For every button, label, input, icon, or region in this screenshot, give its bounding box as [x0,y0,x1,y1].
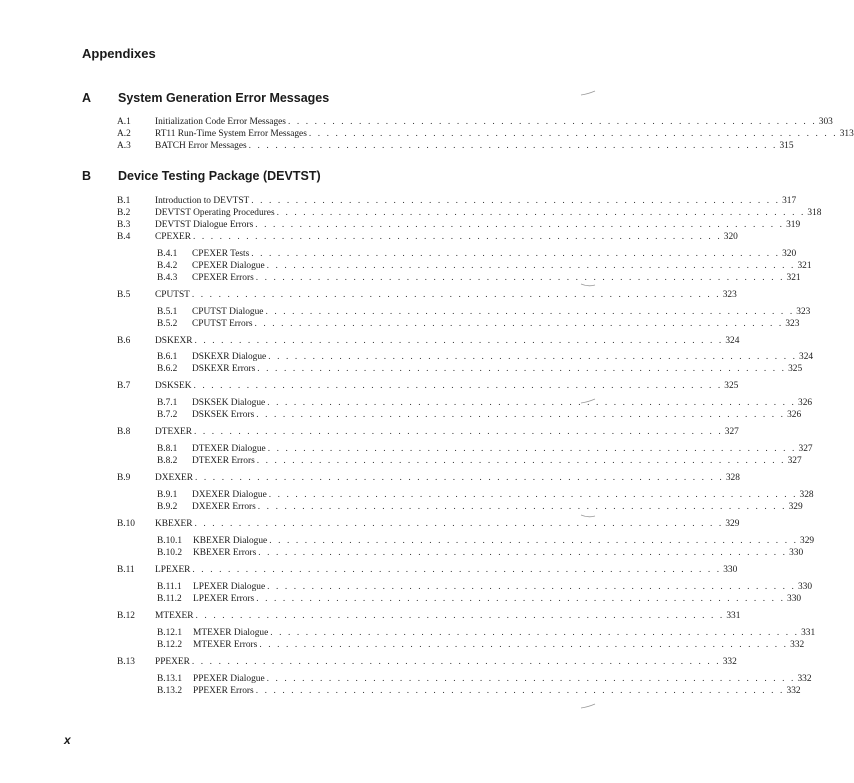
toc-entry-number: B.9.1 [157,490,178,500]
toc-entry [117,610,741,622]
toc-entry-title: Initialization Code Error Messages [155,117,286,127]
toc-entry-number: B.12 [117,611,135,621]
toc-entry-title: LPEXER [155,565,191,575]
margin-mark [580,398,596,404]
toc-entry [157,581,813,593]
leader-dots: . . . . . . . . . . . . . . . . . . . . . . . . . . . . . . . . . . . . . . . . . . . . . . . . . . . . . . . . . . . . [195,473,724,483]
leader-dots: . . . . . . . . . . . . . . . . . . . . . . . . . . . . . . . . . . . . . . . . . . . . . . . . . . . . . . . . . . . . [194,519,724,529]
toc-entry-title: CPEXER [155,232,191,242]
toc-entry [157,593,802,605]
toc-entry [117,140,794,152]
toc-entry [157,627,816,639]
toc-entry-page: 329 [788,502,803,512]
chapter-letter: A [82,91,92,105]
chapter-a-heading [82,91,329,105]
toc-entry-number: B.1 [117,196,131,206]
leader-dots: . . . . . . . . . . . . . . . . . . . . . . . . . . . . . . . . . . . . . . . . . . . . . . . . . . . . . . . . . . . . [266,674,796,684]
toc-entry [117,518,740,530]
toc-entry-title: DSKEXR Dialogue [192,352,267,362]
toc-entry [117,128,854,140]
leader-dots: . . . . . . . . . . . . . . . . . . . . . . . . . . . . . . . . . . . . . . . . . . . . . . . . . . . . . . . . . . . . [267,444,797,454]
toc-entry-title: KBEXER [155,519,193,529]
toc-entry-title: DEVTST Dialogue Errors [155,220,254,230]
toc-entry-number: B.6.2 [157,364,178,374]
toc-entry [157,409,802,421]
toc-entry-title: DSKEXR Errors [192,364,256,374]
toc-entry [157,397,813,409]
toc-entry-title: MTEXER Errors [193,640,258,650]
margin-mark [580,703,596,709]
toc-entry-page: 321 [797,261,812,271]
margin-mark [580,513,596,519]
chapter-b-heading [82,169,321,183]
leader-dots: . . . . . . . . . . . . . . . . . . . . . . . . . . . . . . . . . . . . . . . . . . . . . . . . . . . . . . . . . . . . [255,686,785,696]
toc-entry-page: 320 [782,249,797,259]
toc-entry-title: DSKSEK [155,381,192,391]
leader-dots: . . . . . . . . . . . . . . . . . . . . . . . . . . . . . . . . . . . . . . . . . . . . . . . . . . . . . . . . . . . . [192,565,722,575]
chapter-title: System Generation Error Messages [118,91,330,105]
toc-entry-page: 313 [839,129,854,139]
chapter-title: Device Testing Package (DEVTST) [118,169,321,183]
toc-entry-number: B.8 [117,427,131,437]
toc-entry [157,685,801,697]
toc-entry [157,673,812,685]
toc-entry-title: DSKEXR [155,336,193,346]
toc-entry-page: 323 [722,290,737,300]
toc-entry [117,116,833,128]
toc-entry-number: B.12.1 [157,628,183,638]
toc-entry-number: B.7.2 [157,410,178,420]
leader-dots: . . . . . . . . . . . . . . . . . . . . . . . . . . . . . . . . . . . . . . . . . . . . . . . . . . . . . . . . . . . . [268,352,798,362]
leader-dots: . . . . . . . . . . . . . . . . . . . . . . . . . . . . . . . . . . . . . . . . . . . . . . . . . . . . . . . . . . . . [265,307,795,317]
leader-dots: . . . . . . . . . . . . . . . . . . . . . . . . . . . . . . . . . . . . . . . . . . . . . . . . . . . . . . . . . . . . [248,141,778,151]
toc-entry-number: B.3 [117,220,131,230]
toc-entry [157,272,801,284]
toc-entry-number: B.2 [117,208,131,218]
toc-entry-title: KBEXER Dialogue [193,536,268,546]
toc-entry-page: 329 [725,519,740,529]
toc-entry-page: 325 [788,364,803,374]
toc-entry-page: 332 [797,674,812,684]
toc-entry-title: LPEXER Dialogue [193,582,266,592]
toc-entry-page: 331 [801,628,816,638]
leader-dots: . . . . . . . . . . . . . . . . . . . . . . . . . . . . . . . . . . . . . . . . . . . . . . . . . . . . . . . . . . . . [257,502,787,512]
leader-dots: . . . . . . . . . . . . . . . . . . . . . . . . . . . . . . . . . . . . . . . . . . . . . . . . . . . . . . . . . . . . [256,594,786,604]
leader-dots: . . . . . . . . . . . . . . . . . . . . . . . . . . . . . . . . . . . . . . . . . . . . . . . . . . . . . . . . . . . . [254,319,784,329]
toc-entry-title: DXEXER [155,473,194,483]
toc-entry-title: MTEXER Dialogue [193,628,269,638]
toc-entry [117,656,737,668]
leader-dots: . . . . . . . . . . . . . . . . . . . . . . . . . . . . . . . . . . . . . . . . . . . . . . . . . . . . . . . . . . . . [192,232,722,242]
toc-entry [157,501,803,513]
leader-dots: . . . . . . . . . . . . . . . . . . . . . . . . . . . . . . . . . . . . . . . . . . . . . . . . . . . . . . . . . . . . [270,628,800,638]
leader-dots: . . . . . . . . . . . . . . . . . . . . . . . . . . . . . . . . . . . . . . . . . . . . . . . . . . . . . . . . . . . . [255,273,785,283]
toc-entry [157,318,800,330]
toc-entry-number: B.13.2 [157,686,183,696]
leader-dots: . . . . . . . . . . . . . . . . . . . . . . . . . . . . . . . . . . . . . . . . . . . . . . . . . . . . . . . . . . . . [257,364,787,374]
leader-dots: . . . . . . . . . . . . . . . . . . . . . . . . . . . . . . . . . . . . . . . . . . . . . . . . . . . . . . . . . . . . [256,410,786,420]
toc-entry-page: 332 [786,686,801,696]
toc-entry-title: KBEXER Errors [193,548,257,558]
toc-entry-page: 320 [723,232,738,242]
leader-dots: . . . . . . . . . . . . . . . . . . . . . . . . . . . . . . . . . . . . . . . . . . . . . . . . . . . . . . . . . . . . [191,290,721,300]
toc-entry-page: 315 [779,141,794,151]
toc-entry-page: 330 [787,594,802,604]
toc-entry-page: 330 [797,582,813,592]
toc-entry-title: CPUTST Dialogue [192,307,264,317]
leader-dots: . . . . . . . . . . . . . . . . . . . . . . . . . . . . . . . . . . . . . . . . . . . . . . . . . . . . . . . . . . . . [276,208,806,218]
toc-entry [117,426,739,438]
toc-entry [117,289,737,301]
toc-entry [117,195,797,207]
toc-entry-page: 332 [790,640,805,650]
toc-entry-number: B.6.1 [157,352,178,362]
toc-entry [117,207,822,219]
leader-dots: . . . . . . . . . . . . . . . . . . . . . . . . . . . . . . . . . . . . . . . . . . . . . . . . . . . . . . . . . . . . [251,249,781,259]
toc-entry-number: A.1 [117,117,131,127]
toc-entry-title: PPEXER Errors [193,686,254,696]
toc-entry [157,306,811,318]
leader-dots: . . . . . . . . . . . . . . . . . . . . . . . . . . . . . . . . . . . . . . . . . . . . . . . . . . . . . . . . . . . . [256,456,786,466]
toc-entry-title: DSKSEK Dialogue [192,398,266,408]
toc-entry-page: 318 [807,208,822,218]
toc-entry-page: 327 [798,444,813,454]
leader-dots: . . . . . . . . . . . . . . . . . . . . . . . . . . . . . . . . . . . . . . . . . . . . . . . . . . . . . . . . . . . . [259,640,789,650]
leader-dots: . . . . . . . . . . . . . . . . . . . . . . . . . . . . . . . . . . . . . . . . . . . . . . . . . . . . . . . . . . . . [195,611,725,621]
toc-entry-number: B.10.2 [157,548,183,558]
toc-entry-number: B.8.2 [157,456,178,466]
toc-entry-page: 332 [722,657,737,667]
toc-entry [157,455,802,467]
toc-entry-title: DEVTST Operating Procedures [155,208,275,218]
leader-dots: . . . . . . . . . . . . . . . . . . . . . . . . . . . . . . . . . . . . . . . . . . . . . . . . . . . . . . . . . . . . [191,657,721,667]
toc-entry-page: 326 [787,410,802,420]
toc-entry [157,443,813,455]
leader-dots: . . . . . . . . . . . . . . . . . . . . . . . . . . . . . . . . . . . . . . . . . . . . . . . . . . . . . . . . . . . . [251,196,781,206]
page-title: Appendixes [82,46,156,61]
toc-entry-page: 327 [724,427,739,437]
toc-entry-title: CPEXER Tests [192,249,250,259]
toc-entry-number: B.5.2 [157,319,178,329]
toc-entry-title: PPEXER Dialogue [193,674,265,684]
toc-entry [157,547,804,559]
toc-entry-title: PPEXER [155,657,190,667]
leader-dots: . . . . . . . . . . . . . . . . . . . . . . . . . . . . . . . . . . . . . . . . . . . . . . . . . . . . . . . . . . . . [267,582,796,592]
toc-entry-page: 330 [789,548,804,558]
toc-entry-number: B.4.3 [157,273,178,283]
toc-entry-number: B.4.1 [157,249,178,259]
toc-entry [157,260,812,272]
leader-dots: . . . . . . . . . . . . . . . . . . . . . . . . . . . . . . . . . . . . . . . . . . . . . . . . . . . . . . . . . . . . [308,129,838,139]
toc-entry-title: CPUTST Errors [192,319,253,329]
toc-entry-page: 329 [800,536,815,546]
toc-entry-number: B.13 [117,657,135,667]
toc-entry-number: B.11.1 [157,582,182,592]
toc-entry [157,535,815,547]
toc-entry-title: DXEXER Errors [192,502,256,512]
margin-mark [580,282,596,288]
toc-entry-number: B.5 [117,290,131,300]
toc-entry-title: BATCH Error Messages [155,141,247,151]
toc-entry-title: CPEXER Dialogue [192,261,265,271]
toc-entry [117,380,739,392]
toc-entry-number: B.10.1 [157,536,183,546]
toc-entry-title: DTEXER Dialogue [192,444,266,454]
toc-entry-number: B.5.1 [157,307,178,317]
toc-entry-title: DSKSEK Errors [192,410,255,420]
toc-entry [157,248,797,260]
toc-entry [157,363,803,375]
toc-entry-number: B.11 [117,565,135,575]
toc-entry [117,564,738,576]
toc-entry [117,219,801,231]
toc-entry-number: B.9 [117,473,131,483]
toc-entry [157,489,814,501]
toc-entry-page: 321 [786,273,801,283]
toc-entry [117,231,738,243]
toc-entry-number: B.12.2 [157,640,183,650]
toc-entry-number: A.3 [117,141,131,151]
leader-dots: . . . . . . . . . . . . . . . . . . . . . . . . . . . . . . . . . . . . . . . . . . . . . . . . . . . . . . . . . . . . [269,536,799,546]
toc-entry-number: B.7.1 [157,398,178,408]
leader-dots: . . . . . . . . . . . . . . . . . . . . . . . . . . . . . . . . . . . . . . . . . . . . . . . . . . . . . . . . . . . . [267,398,796,408]
toc-entry-number: A.2 [117,129,131,139]
toc-entry-number: B.9.2 [157,502,178,512]
toc-entry-page: 326 [798,398,813,408]
toc-entry-number: B.10 [117,519,135,529]
toc-entry-page: 327 [787,456,802,466]
toc-entry-page: 323 [796,307,811,317]
toc-entry-title: MTEXER [155,611,194,621]
toc-entry-page: 331 [726,611,741,621]
toc-entry [117,335,740,347]
leader-dots: . . . . . . . . . . . . . . . . . . . . . . . . . . . . . . . . . . . . . . . . . . . . . . . . . . . . . . . . . . . . [193,381,723,391]
toc-entry-title: DTEXER [155,427,192,437]
toc-entry-number: B.4 [117,232,131,242]
toc-entry-page: 324 [799,352,814,362]
leader-dots: . . . . . . . . . . . . . . . . . . . . . . . . . . . . . . . . . . . . . . . . . . . . . . . . . . . . . . . . . . . . [266,261,796,271]
chapter-letter: B [82,169,92,183]
toc-entry-page: 323 [785,319,800,329]
toc-entry-title: CPUTST [155,290,190,300]
toc-entry-page: 328 [725,473,740,483]
toc-entry [157,639,805,651]
toc-entry-number: B.4.2 [157,261,178,271]
toc-entry-page: 319 [786,220,801,230]
toc-entry-page: 317 [782,196,797,206]
leader-dots: . . . . . . . . . . . . . . . . . . . . . . . . . . . . . . . . . . . . . . . . . . . . . . . . . . . . . . . . . . . . [258,548,788,558]
toc-entry-title: Introduction to DEVTST [155,196,250,206]
toc-entry-title: DXEXER Dialogue [192,490,267,500]
toc-entry-number: B.8.1 [157,444,178,454]
toc-entry-number: B.6 [117,336,131,346]
toc-entry-title: RT11 Run-Time System Error Messages [155,129,307,139]
leader-dots: . . . . . . . . . . . . . . . . . . . . . . . . . . . . . . . . . . . . . . . . . . . . . . . . . . . . . . . . . . . . [193,427,723,437]
toc-entry-page: 324 [725,336,740,346]
toc-entry-number: B.13.1 [157,674,183,684]
margin-mark [580,90,596,96]
toc-entry [117,472,740,484]
toc-entry-page: 328 [799,490,814,500]
page-number: x [64,733,71,747]
toc-entry-title: LPEXER Errors [193,594,255,604]
toc-entry-number: B.7 [117,381,131,391]
toc-entry-title: DTEXER Errors [192,456,255,466]
toc-entry-page: 325 [724,381,739,391]
leader-dots: . . . . . . . . . . . . . . . . . . . . . . . . . . . . . . . . . . . . . . . . . . . . . . . . . . . . . . . . . . . . [255,220,785,230]
toc-entry-title: CPEXER Errors [192,273,254,283]
leader-dots: . . . . . . . . . . . . . . . . . . . . . . . . . . . . . . . . . . . . . . . . . . . . . . . . . . . . . . . . . . . . [268,490,798,500]
leader-dots: . . . . . . . . . . . . . . . . . . . . . . . . . . . . . . . . . . . . . . . . . . . . . . . . . . . . . . . . . . . . [194,336,724,346]
toc-entry [157,351,814,363]
toc-entry-page: 303 [818,117,833,127]
toc-entry-number: B.11.2 [157,594,182,604]
toc-entry-page: 330 [723,565,738,575]
leader-dots: . . . . . . . . . . . . . . . . . . . . . . . . . . . . . . . . . . . . . . . . . . . . . . . . . . . . . . . . . . . . [287,117,817,127]
